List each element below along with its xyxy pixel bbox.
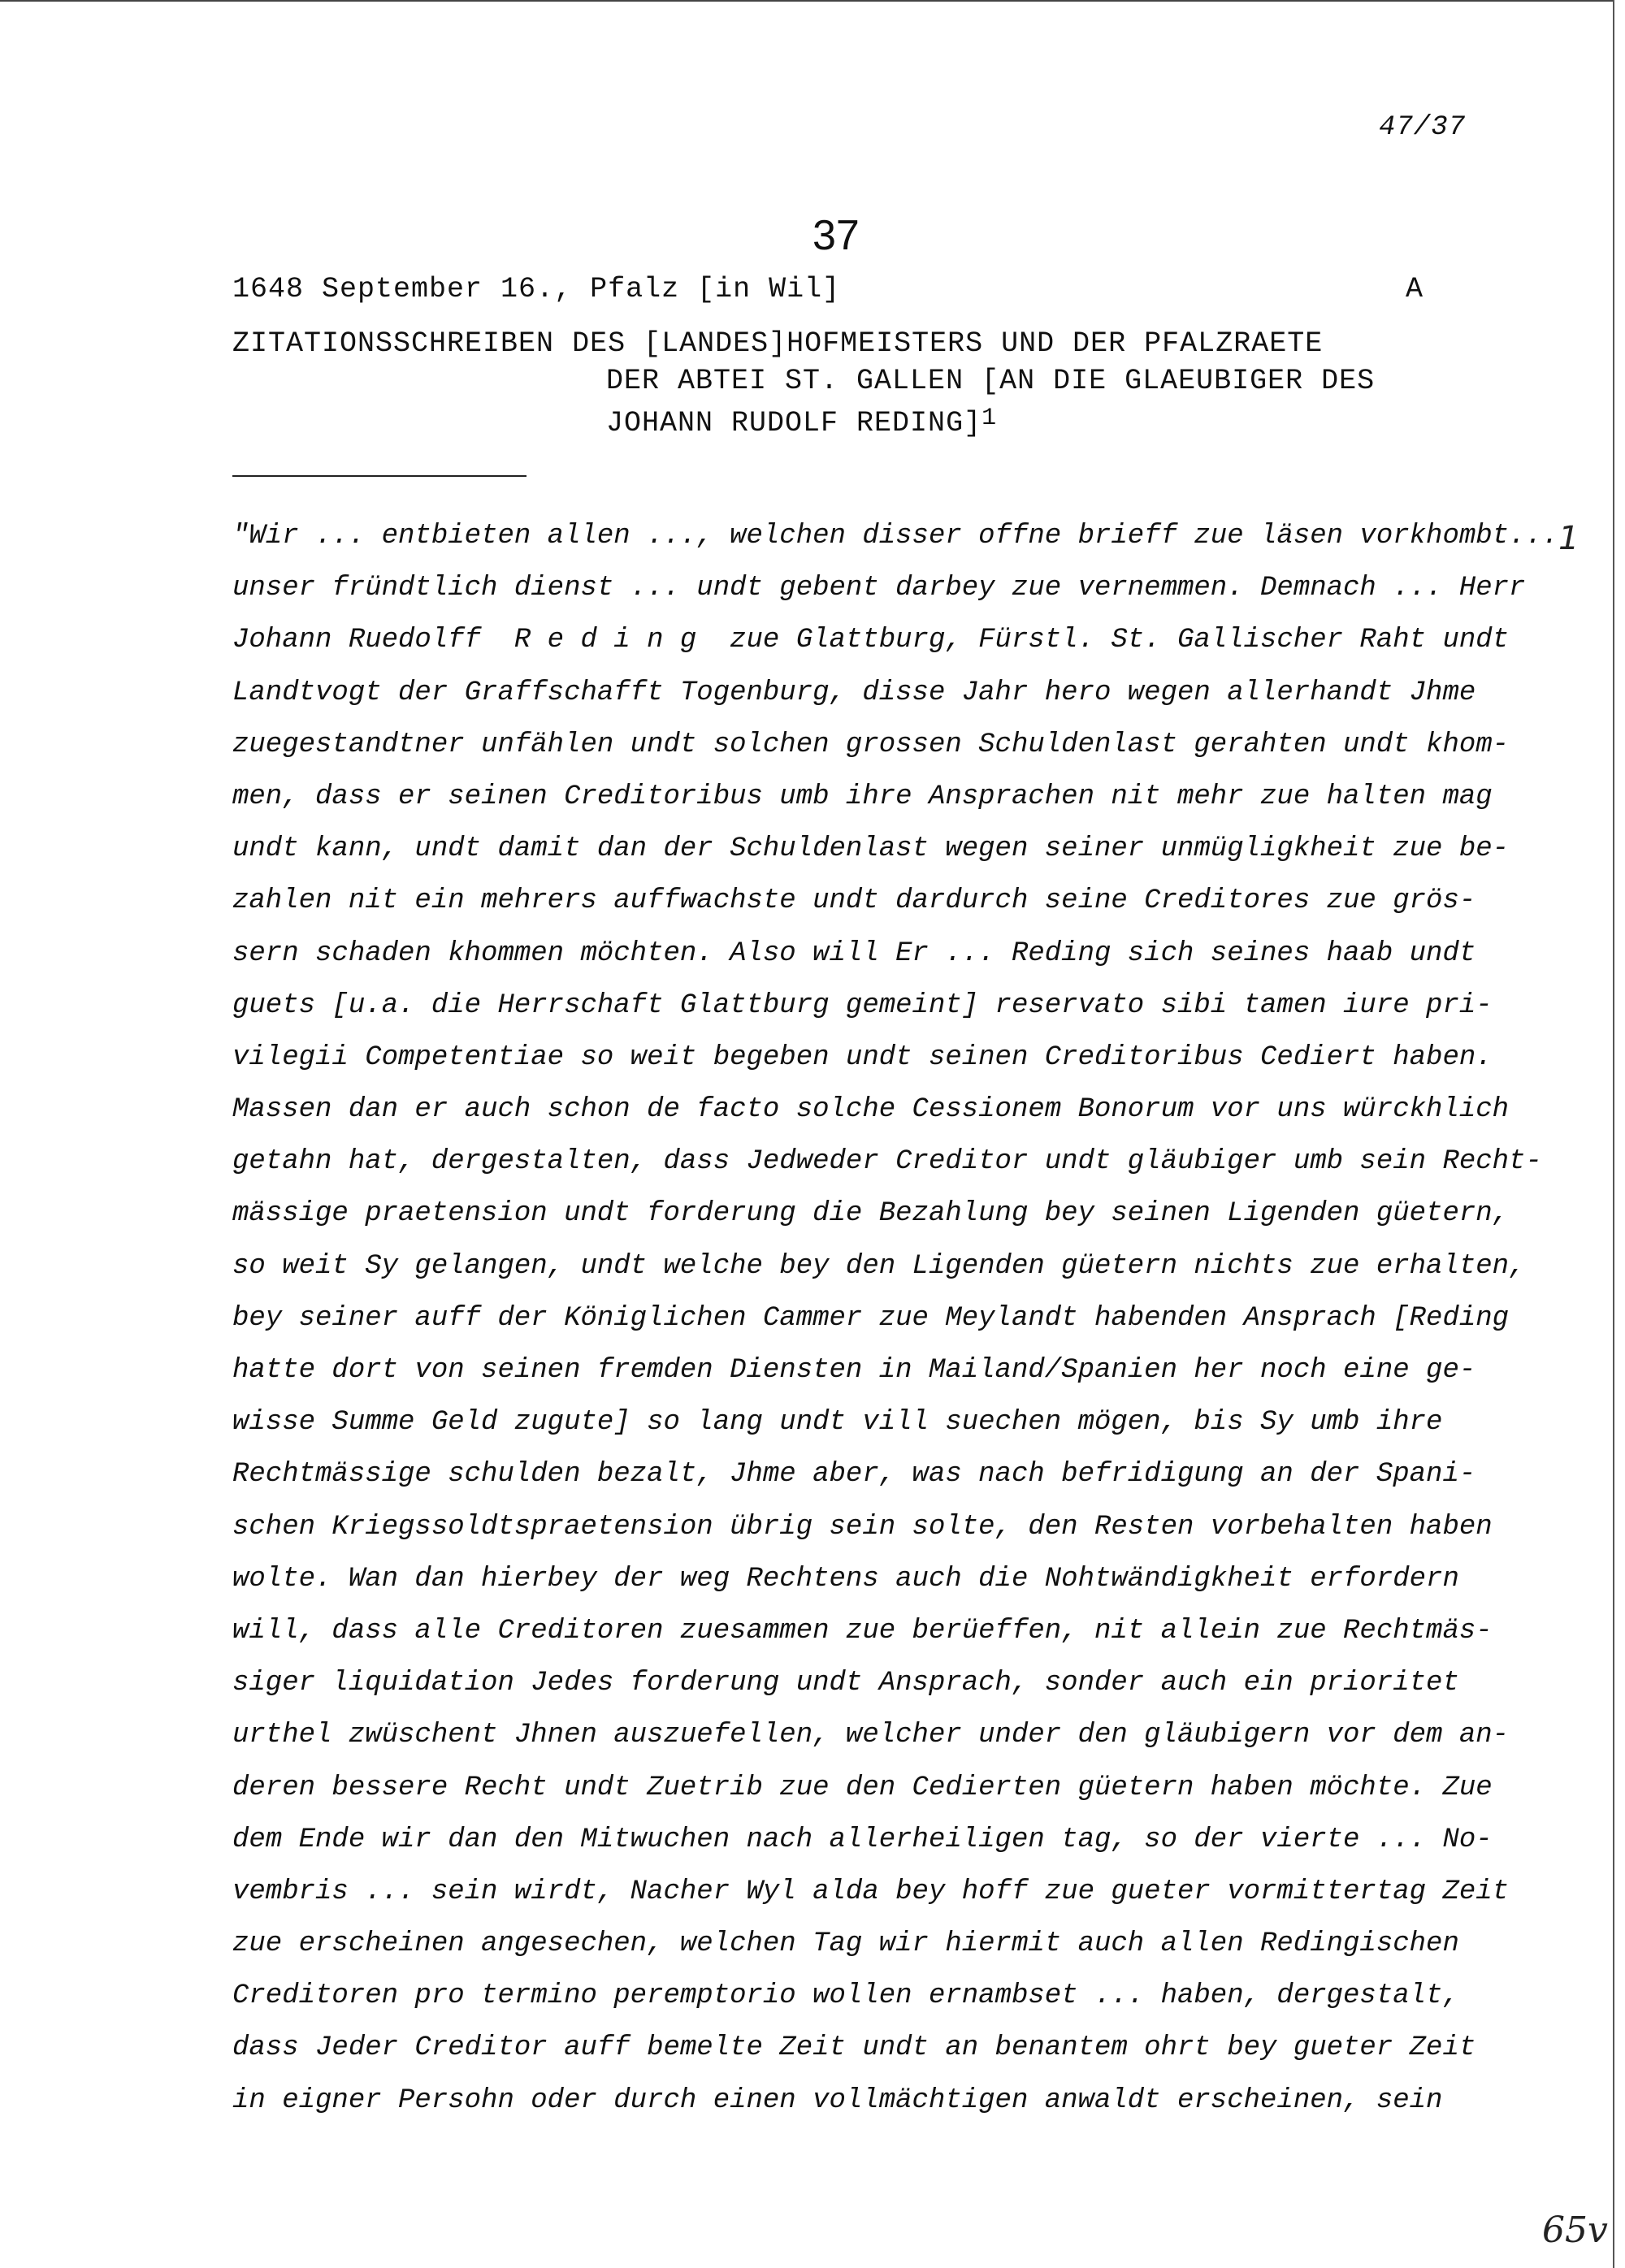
- separator-rule: [232, 475, 526, 477]
- body-line: dem Ende wir dan den Mitwuchen nach allerheiligen tag, so der vierte ... No-: [232, 1824, 1493, 1855]
- date-place-line: 1648 September 16., Pfalz [in Wil]: [232, 273, 841, 305]
- margin-annotation: 1: [1558, 520, 1580, 557]
- body-line: wisse Summe Geld zugute] so lang undt vill suechen mögen, bis Sy umb ihre: [232, 1407, 1443, 1439]
- document-body: [232, 510, 1559, 2127]
- body-line: Johann Ruedolff R e d i n g zue Glattburg, Fürstl. St. Gallischer Raht undt: [232, 625, 1510, 656]
- document-letter: A: [1406, 273, 1424, 305]
- document-title: [232, 325, 1375, 442]
- body-line: urthel zwüschent Jhnen auszuefellen, welcher under den gläubigern vor dem an-: [232, 1720, 1510, 1751]
- body-line: sern schaden khommen möchten. Also will Er ... Reding sich seines haab undt: [232, 937, 1476, 969]
- body-line: "Wir ... entbieten allen ..., welchen disser offne brieff zue läsen vorkhombt...: [232, 521, 1559, 552]
- body-line: Rechtmässige schulden bezalt, Jhme aber, was nach befridigung an der Spani-: [232, 1459, 1476, 1491]
- body-line: will, dass alle Creditoren zuesammen zue berüeffen, nit allein zue Rechtmäs-: [232, 1615, 1493, 1647]
- body-line: getahn hat, dergestalten, dass Jedweder Creditor undt gläubiger umb sein Recht-: [232, 1146, 1542, 1178]
- body-line: guets [u.a. die Herrschaft Glattburg gemeint] reservato sibi tamen iure pri-: [232, 989, 1493, 1021]
- body-line: unser fründtlich dienst ... undt gebent darbey zue vernemmen. Demnach ... Herr: [232, 573, 1526, 604]
- title-footnote-marker: 1: [982, 405, 998, 432]
- title-line-3-text: JOHANN RUDOLF REDING]: [606, 407, 982, 439]
- body-line: bey seiner auff der Königlichen Cammer zue Meylandt habenden Ansprach [Reding: [232, 1302, 1510, 1334]
- body-line: zahlen nit ein mehrers auffwachste undt dardurch seine Creditores zue grös-: [232, 885, 1476, 917]
- folio-annotation: 65v: [1542, 2210, 1608, 2251]
- title-line-2: DER ABTEI ST. GALLEN [AN DIE GLAEUBIGER DES: [606, 365, 1376, 397]
- body-line: mässige praetension undt forderung die Bezahlung bey seinen Ligenden güetern,: [232, 1198, 1510, 1230]
- body-line: zuegestandtner unfählen undt solchen grossen Schuldenlast gerahten undt khom-: [232, 729, 1510, 760]
- body-line: siger liquidation Jedes forderung undt Ansprach, sonder auch ein prioritet: [232, 1668, 1459, 1699]
- page-reference: 47/37: [1379, 112, 1467, 143]
- title-line-3: [232, 400, 1375, 442]
- body-line: in eigner Persohn oder durch einen vollmächtigen anwaldt erscheinen, sein: [232, 2084, 1443, 2116]
- title-line-1: ZITATIONSSCHREIBEN DES [LANDES]HOFMEISTERS UND DER PFALZRAETE: [232, 327, 1324, 360]
- body-line: Massen dan er auch schon de facto solche Cessionem Bonorum vor uns würckhlich: [232, 1094, 1510, 1126]
- body-line: dass Jeder Creditor auff bemelte Zeit undt an benantem ohrt bey gueter Zeit: [232, 2032, 1476, 2064]
- document-number: 37: [812, 212, 860, 259]
- body-line: so weit Sy gelangen, undt welche bey den Ligenden güetern nichts zue erhalten,: [232, 1250, 1526, 1282]
- body-line: vembris ... sein wirdt, Nacher Wyl alda bey hoff zue gueter vormittertag Zeit: [232, 1876, 1510, 1907]
- top-border-line: [0, 0, 1613, 2]
- body-line: wolte. Wan dan hierbey der weg Rechtens auch die Nohtwändigkheit erfordern: [232, 1563, 1459, 1595]
- body-line: hatte dort von seinen fremden Diensten in Mailand/Spanien her noch eine ge-: [232, 1355, 1476, 1386]
- body-line: vilegii Competentiae so weit begeben undt seinen Creditoribus Cediert haben.: [232, 1041, 1493, 1073]
- body-line: schen Kriegssoldtspraetension übrig sein solte, den Resten vorbehalten haben: [232, 1511, 1493, 1543]
- body-line: Creditoren pro termino peremptorio wollen ernambset ... haben, dergestalt,: [232, 1980, 1459, 2012]
- body-line: Landtvogt der Graffschafft Togenburg, disse Jahr hero wegen allerhandt Jhme: [232, 677, 1476, 708]
- body-line: undt kann, undt damit dan der Schuldenlast wegen seiner unmügligkheit zue be-: [232, 833, 1510, 865]
- body-line: deren bessere Recht undt Zuetrib zue den Cedierten güetern haben möchte. Zue: [232, 1772, 1493, 1803]
- body-line: men, dass er seinen Creditoribus umb ihre Ansprachen nit mehr zue halten mag: [232, 781, 1493, 812]
- right-border-line: [1613, 0, 1614, 2268]
- body-line: zue erscheinen angesechen, welchen Tag wir hiermit auch allen Redingischen: [232, 1928, 1459, 1960]
